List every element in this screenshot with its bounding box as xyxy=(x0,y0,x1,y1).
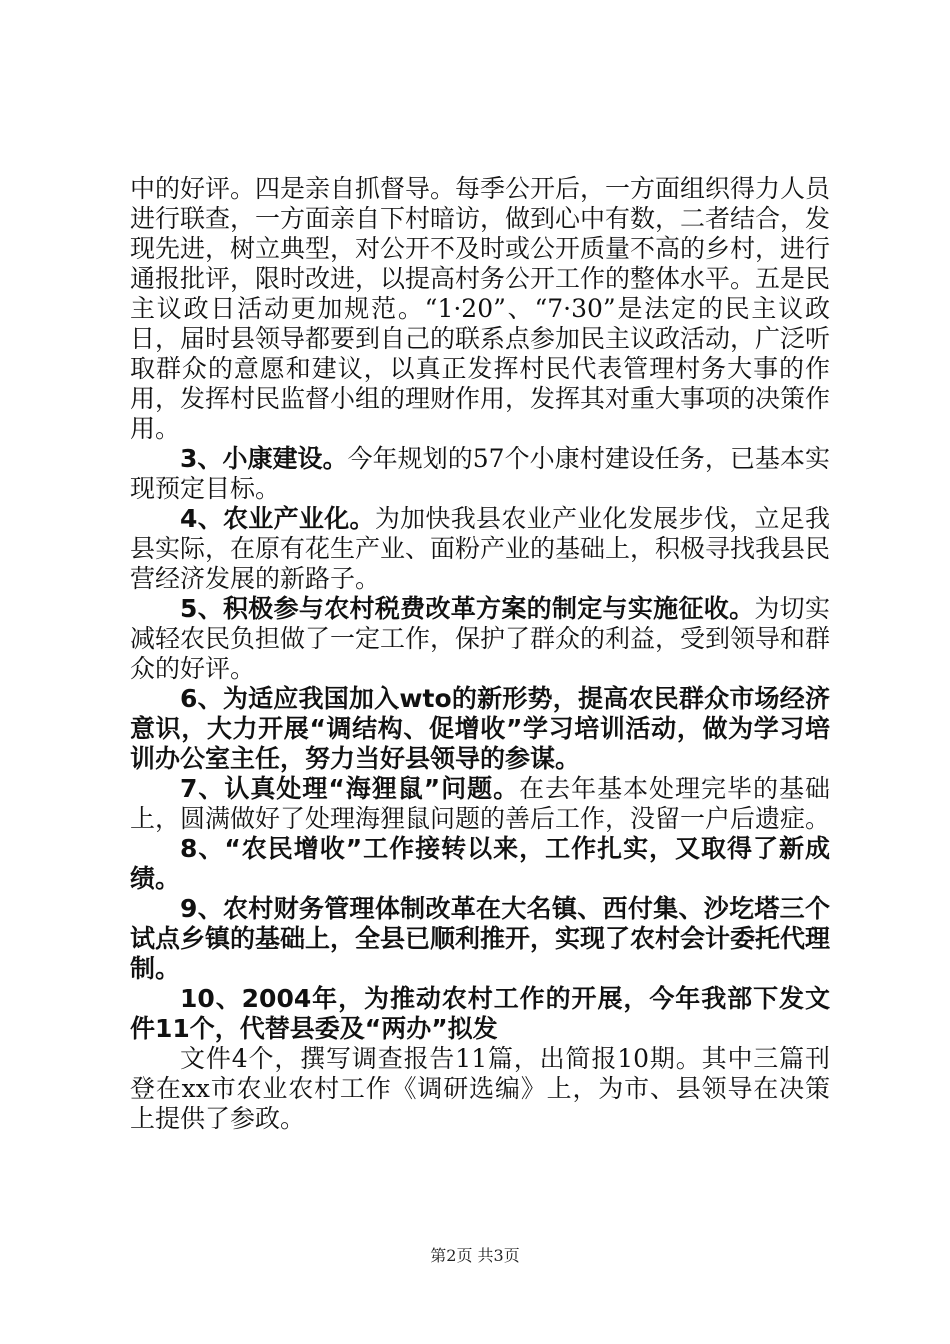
paragraph-text: 中的好评。四是亲自抓督导。每季公开后，一方面组织得力人员进行联查，一方面亲自下村暗访，做到心中有数，二者结合，发现先进，树立典型，对公开不及时或公开质量不高的乡村，进行通报批评，限时改进，以提高村务公开工作的整体水平。五是民主议政日活动更加规范。“1·20”、“7·30”是法定的民主议政日，届时县领导都要到自己的联系点参加民主议政活动，广泛听取群众的意愿和建议，以真正发挥村民代表管理村务大事的作用，发挥村民监督小组的理财作用，发挥其对重大事项的决策作用。 xyxy=(130,174,831,443)
paragraph-text: 文件4个，撰写调查报告11篇，出简报10期。其中三篇刊登在xx市农业农村工作《调研选编》上，为市、县领导在决策上提供了参政。 xyxy=(130,1044,830,1133)
paragraph-heading: 8、“农民增收”工作接转以来，工作扎实，又取得了新成绩。 xyxy=(130,834,830,893)
paragraph-heading: 5、积极参与农村税费改革方案的制定与实施征收。 xyxy=(180,594,755,623)
paragraph-heading: 6、为适应我国加入wto的新形势，提高农民群众市场经济意识，大力开展“调结构、促增收”学习培训活动，做为学习培训办公室主任，努力当好县领导的参谋。 xyxy=(130,684,830,773)
paragraph-text: 今年规划的57个小康村建设任务，已基本实现预定目标。 xyxy=(130,444,830,503)
document-body xyxy=(130,174,830,1134)
paragraph-wto-training xyxy=(130,684,830,774)
paragraph-heading: 9、农村财务管理体制改革在大名镇、西付集、沙圪塔三个试点乡镇的基础上，全县已顺利推开，实现了农村会计委托代理制。 xyxy=(130,894,831,983)
paragraph-heading: 10、2004年，为推动农村工作的开展，今年我部下发文件11个，代替县委及“两办”拟发 xyxy=(130,984,830,1043)
paragraph-text: 为加快我县农业产业化发展步伐，立足我县实际，在原有花生产业、面粉产业的基础上，积极寻找我县民营经济发展的新路子。 xyxy=(130,504,831,593)
paragraph-xiaokang xyxy=(130,444,830,504)
paragraph-text: 在去年基本处理完毕的基础上，圆满做好了处理海狸鼠问题的善后工作，没留一户后遗症。 xyxy=(130,774,831,833)
paragraph-industrialization xyxy=(130,504,830,594)
paragraph-heading: 7、认真处理“海狸鼠”问题。 xyxy=(180,774,520,803)
paragraph-heading: 3、小康建设。 xyxy=(180,444,348,473)
paragraph-income-increase xyxy=(130,834,830,894)
page-number: 第2页 共3页 xyxy=(430,1246,520,1265)
paragraph-finance-reform xyxy=(130,894,830,984)
paragraph-nutria xyxy=(130,774,830,834)
paragraph-tax-reform xyxy=(130,594,830,684)
paragraph-text: 为切实减轻农民负担做了一定工作，保护了群众的利益，受到领导和群众的好评。 xyxy=(130,594,831,683)
paragraph-documents-2004 xyxy=(130,984,830,1044)
paragraph-village-affairs xyxy=(130,174,830,444)
paragraph-heading: 4、农业产业化。 xyxy=(180,504,375,533)
paragraph-reports xyxy=(130,1044,830,1134)
